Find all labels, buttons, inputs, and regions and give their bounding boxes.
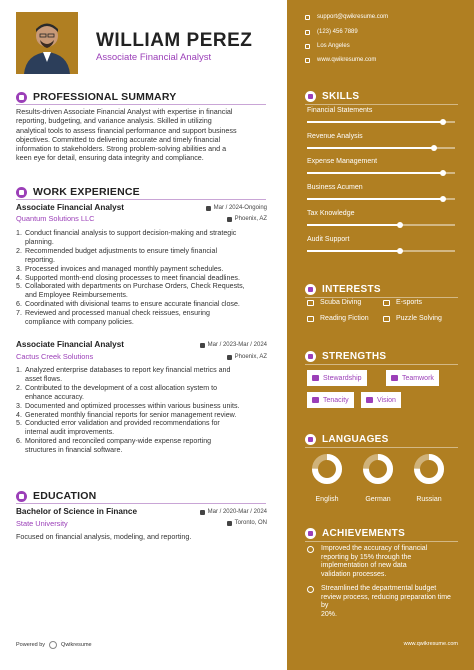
- item-line: enhance accuracy.: [25, 392, 85, 401]
- job-location: [227, 216, 267, 222]
- location-text: Los Angeles: [317, 43, 350, 49]
- skill-bar-fill: [307, 121, 443, 123]
- item-line: Documented and optimized processes within various business units.: [25, 401, 240, 410]
- summary-line: analytical tools to assess financial performance and support business: [16, 125, 237, 135]
- puzzle-icon: [383, 316, 390, 322]
- item-line: Recommended budget adjustments to ensure timely financial: [25, 246, 218, 255]
- education-focus: Focused on financial analysis, modeling, and reporting.: [16, 532, 192, 541]
- calendar-icon: [200, 343, 205, 348]
- strength-label: Tenacity: [323, 396, 349, 404]
- job-dates: [206, 205, 267, 211]
- interests-divider: [305, 297, 458, 298]
- contact-phone: [305, 29, 358, 35]
- summary-divider: [16, 104, 266, 105]
- item-number: 5.: [16, 419, 22, 428]
- item-number: 1.: [16, 366, 22, 374]
- vision-icon: [366, 397, 373, 403]
- job-company: Cactus Creek Solutions: [16, 352, 94, 361]
- achievement-line: Improved the accuracy of financial: [321, 545, 428, 552]
- footer-website: www.qwikresume.com: [403, 641, 458, 647]
- interest-label: Reading Fiction: [320, 315, 369, 322]
- strength-tag: [307, 392, 354, 408]
- job-dates: [200, 342, 267, 348]
- skill-label: Audit Support: [307, 235, 350, 243]
- skill-bar-fill: [307, 147, 434, 149]
- item-line: Conduct financial analysis to support decision-making and strategic: [25, 229, 237, 237]
- location-pin-icon: [227, 355, 232, 360]
- language-item: [356, 452, 400, 503]
- achievement-line: reporting by 15% through the: [321, 553, 412, 561]
- book-icon: [307, 316, 314, 322]
- item-line: Analyzed enterprise databases to report key financial metrics and: [25, 366, 231, 374]
- location-pin-icon: [227, 217, 232, 222]
- strengths-title: STRENGTHS: [322, 351, 387, 362]
- strengths-divider: [305, 364, 458, 365]
- skill-label: Financial Statements: [307, 107, 373, 114]
- skill-level-knob: [397, 222, 403, 228]
- skill-level-knob: [440, 119, 446, 125]
- graduation-cap-icon: [16, 491, 27, 502]
- website-text: www.qwikresume.com: [317, 57, 377, 63]
- skill-level-knob: [431, 145, 437, 151]
- school: State University: [16, 519, 68, 528]
- location-pin-icon: [227, 521, 232, 526]
- gamepad-icon: [383, 300, 390, 306]
- interest-item: [383, 299, 422, 306]
- languages-title: LANGUAGES: [322, 434, 389, 445]
- calendar-icon: [206, 206, 211, 211]
- lightbulb-icon: [305, 91, 316, 102]
- job-location-text: Phoenix, AZ: [234, 216, 267, 222]
- skill-label: Tax Knowledge: [307, 209, 355, 217]
- list-item: [16, 411, 271, 420]
- job-title: Associate Financial Analyst: [16, 340, 124, 349]
- powered-by: [16, 641, 92, 649]
- language-icon: [305, 434, 316, 445]
- experience-title: WORK EXPERIENCE: [33, 186, 140, 198]
- interests-title: INTERESTS: [322, 284, 381, 295]
- item-number: 2.: [16, 246, 22, 255]
- interest-item: [383, 315, 442, 322]
- interest-label: Scuba Diving: [320, 299, 362, 306]
- degree: Bachelor of Science in Finance: [16, 507, 138, 516]
- experience-heading: [16, 186, 140, 198]
- contact-website: [305, 57, 376, 63]
- skill-bar: [307, 250, 455, 252]
- list-item: [16, 265, 271, 274]
- item-line: Monitored and reconciled company-wide expense reporting: [25, 437, 212, 446]
- achievement-line: validation processes.: [321, 570, 387, 578]
- sidebar: [287, 0, 474, 670]
- summary-line: information to stakeholders. Strong problem-solving abilities and a: [16, 144, 227, 154]
- job-location: [227, 354, 267, 360]
- education-dates-text: Mar / 2020-Mar / 2024: [207, 509, 267, 515]
- award-icon: [307, 546, 314, 553]
- interest-label: Puzzle Solving: [396, 315, 442, 322]
- achievement-item: [307, 585, 457, 619]
- achievements-title: ACHIEVEMENTS: [322, 528, 406, 539]
- skills-divider: [305, 104, 458, 105]
- education-divider: [16, 503, 266, 504]
- scuba-icon: [307, 300, 314, 306]
- list-item: [16, 419, 271, 437]
- summary-line: Results-driven Associate Financial Analyst with expertise in financial: [16, 107, 233, 116]
- experience-divider: [16, 199, 266, 200]
- teamwork-icon: [391, 375, 398, 381]
- skill-label: Business Acumen: [307, 184, 363, 192]
- list-item: [16, 384, 271, 402]
- email-icon: [305, 15, 310, 20]
- tenacity-icon: [312, 397, 319, 403]
- profile-photo: [16, 12, 78, 74]
- language-label: German: [365, 496, 391, 503]
- list-item: [16, 282, 271, 300]
- item-number: 7.: [16, 309, 22, 318]
- skill-label: Expense Management: [307, 158, 378, 166]
- language-ring: [310, 452, 344, 486]
- language-item: [407, 452, 451, 503]
- list-item: [16, 229, 271, 247]
- item-line: structures in financial software.: [25, 446, 123, 455]
- item-line: Reviewed and processed manual check reissues, ensuring: [25, 309, 210, 318]
- item-line: and Employee Reimbursements.: [25, 291, 128, 300]
- achievement-line: review process, reducing preparation time by: [321, 593, 451, 610]
- skill-level-knob: [440, 170, 446, 176]
- stewardship-icon: [312, 375, 319, 381]
- education-location: [227, 520, 267, 526]
- strength-tag: [386, 370, 439, 386]
- location-pin-icon: [305, 44, 310, 49]
- item-number: 3.: [16, 401, 22, 410]
- language-item: [305, 452, 349, 503]
- item-line: compliance with company policies.: [25, 318, 134, 327]
- education-location-text: Toronto, ON: [234, 520, 267, 526]
- strength-label: Teamwork: [402, 374, 434, 382]
- job-dates-text: Mar / 2024-Ongoing: [213, 205, 267, 211]
- job-location-text: Phoenix, AZ: [234, 354, 267, 360]
- skill-bar: [307, 121, 455, 123]
- item-line: Coordinated with divisional teams to ensure accurate financial close.: [25, 300, 240, 309]
- job-company: Quantum Solutions LLC: [16, 214, 95, 223]
- list-item: [16, 300, 271, 309]
- skill-level-knob: [397, 248, 403, 254]
- item-number: 1.: [16, 229, 22, 237]
- achievement-line: Streamlined the departmental budget: [321, 585, 437, 592]
- summary-text: [16, 107, 271, 163]
- item-line: reporting.: [25, 255, 55, 264]
- item-number: 6.: [16, 437, 22, 446]
- summary-line: reporting, budgeting, and variance analysis. Skilled in utilizing: [16, 116, 212, 126]
- contact-email: [305, 14, 388, 20]
- item-number: 3.: [16, 264, 22, 273]
- list-item: [16, 274, 271, 283]
- strength-tag: [307, 370, 367, 386]
- item-number: 4.: [16, 410, 22, 419]
- job-responsibilities: [16, 366, 271, 455]
- skill-level-knob: [440, 196, 446, 202]
- item-line: asset flows.: [25, 374, 63, 383]
- achievement-line: 20%.: [321, 610, 337, 618]
- interests-heading: [305, 284, 381, 295]
- item-line: planning.: [25, 237, 54, 246]
- strengths-heading: [305, 351, 386, 362]
- item-number: 5.: [16, 282, 22, 291]
- job-title: Associate Financial Analyst: [16, 203, 124, 212]
- strength-tag: [361, 392, 401, 408]
- skill-bar: [307, 224, 455, 226]
- skill-label: Revenue Analysis: [307, 132, 363, 140]
- qwikresume-logo-icon: [49, 641, 57, 649]
- skill-bar-fill: [307, 172, 443, 174]
- item-line: Generated monthly financial reports for senior management review.: [25, 410, 237, 419]
- email-text: support@qwikresume.com: [317, 14, 389, 20]
- language-label: Russian: [416, 496, 442, 503]
- summary-line: keen eye for detail, ensuring data integrity and compliance.: [16, 153, 204, 163]
- brand-name: Qwikresume: [61, 642, 92, 648]
- item-number: 6.: [16, 300, 22, 309]
- list-item: [16, 309, 271, 327]
- item-line: Collaborated with departments on Purchase Orders, Check Requests,: [25, 282, 245, 291]
- summary-heading: [16, 91, 176, 103]
- interest-label: E-sports: [396, 299, 423, 306]
- language-ring: [412, 452, 446, 486]
- flex-arm-icon: [305, 351, 316, 362]
- item-line: Supported month-end closing processes to meet financial deadlines.: [25, 273, 240, 282]
- job-dates-text: Mar / 2023-Mar / 2024: [207, 342, 267, 348]
- candidate-role: Associate Financial Analyst: [96, 52, 212, 63]
- powered-by-label: Powered by: [16, 642, 46, 648]
- skills-heading: [305, 91, 359, 102]
- candidate-name: WILLIAM PEREZ: [96, 30, 253, 51]
- item-line: Conducted error validation and provided recommendations for: [25, 419, 220, 428]
- award-icon: [307, 586, 314, 593]
- contact-location: [305, 43, 350, 49]
- list-item: [16, 247, 271, 265]
- skill-bar: [307, 147, 455, 149]
- education-title: EDUCATION: [33, 490, 97, 502]
- skill-bar: [307, 198, 455, 200]
- heart-icon: [305, 284, 316, 295]
- item-line: internal audit improvements.: [25, 428, 115, 437]
- calendar-icon: [200, 510, 205, 515]
- interest-item: [307, 315, 369, 322]
- achievement-line: implementation of new data: [321, 562, 407, 570]
- phone-text: (123) 456 7889: [317, 29, 358, 35]
- job-responsibilities: [16, 229, 271, 327]
- globe-icon: [305, 58, 310, 63]
- item-line: Contributed to the development of a cost allocation system to: [25, 383, 218, 392]
- skills-title: SKILLS: [322, 91, 360, 102]
- education-heading: [16, 490, 96, 502]
- skill-bar-fill: [307, 224, 400, 226]
- achievements-heading: [305, 528, 405, 539]
- strength-label: Vision: [377, 396, 396, 404]
- strength-label: Stewardship: [323, 374, 362, 382]
- phone-icon: [305, 30, 310, 35]
- languages-heading: [305, 434, 389, 445]
- item-line: Processed invoices and managed monthly payment schedules.: [25, 264, 224, 273]
- language-ring: [361, 452, 395, 486]
- list-item: [16, 366, 271, 384]
- list-item: [16, 402, 271, 411]
- interest-item: [307, 299, 361, 306]
- user-icon: [16, 92, 27, 103]
- list-item: [16, 437, 271, 455]
- language-label: English: [315, 496, 339, 503]
- briefcase-icon: [16, 187, 27, 198]
- skill-bar-fill: [307, 250, 400, 252]
- item-number: 4.: [16, 273, 22, 282]
- languages-divider: [305, 447, 458, 448]
- education-dates: [200, 509, 267, 515]
- item-number: 2.: [16, 383, 22, 392]
- summary-title: PROFESSIONAL SUMMARY: [33, 91, 177, 103]
- skill-bar: [307, 172, 455, 174]
- achievements-divider: [305, 541, 458, 542]
- trophy-icon: [305, 528, 316, 539]
- skill-bar-fill: [307, 198, 443, 200]
- achievement-item: [307, 545, 457, 579]
- summary-line: objectives. Committed to delivering accurate and timely financial: [16, 134, 221, 144]
